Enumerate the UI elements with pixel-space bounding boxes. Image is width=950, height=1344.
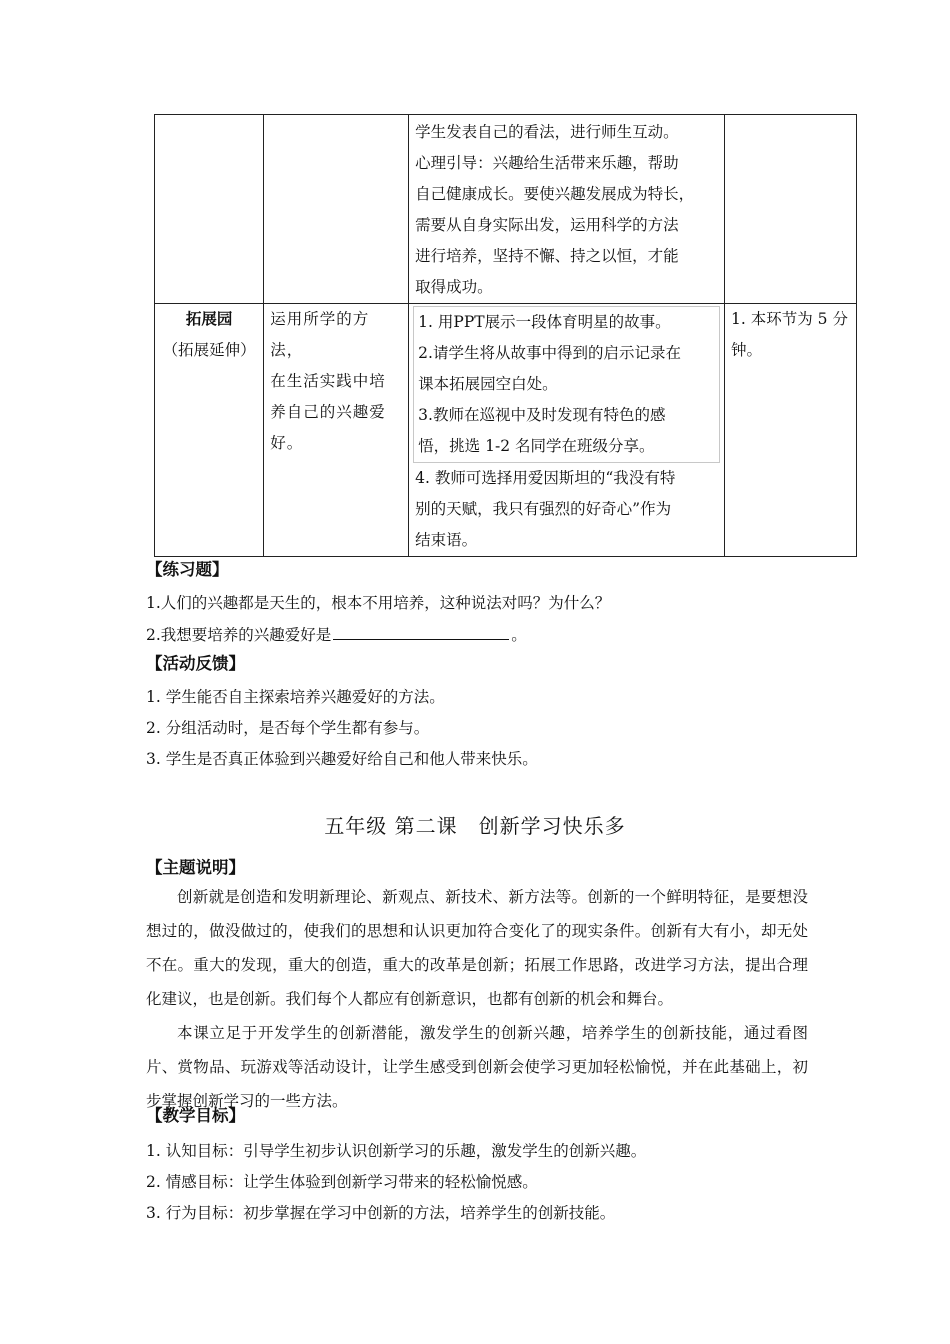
- exercises-heading: 【练习题】: [146, 560, 229, 579]
- activity-line: 3.教师在巡视中及时发现有特色的感: [418, 406, 666, 424]
- exercise-suffix: 。: [511, 626, 527, 644]
- note-line: 钟。: [731, 341, 763, 359]
- lesson-title: 五年级 第二课 创新学习快乐多: [324, 814, 626, 838]
- activity-line: 结束语。: [415, 531, 478, 549]
- stage-cell-empty: [155, 115, 264, 304]
- activity-line: 取得成功。: [415, 278, 493, 296]
- activity-textbox: [413, 306, 720, 463]
- table-row: [155, 115, 857, 304]
- lesson-plan-table: [154, 114, 857, 557]
- goals-heading: 【教学目标】: [146, 1106, 245, 1125]
- answer-blank[interactable]: [333, 622, 509, 640]
- stage-subtitle: （拓展延伸）: [162, 341, 256, 359]
- note-cell-empty: [725, 115, 857, 304]
- goal-line: 养自己的兴趣爱: [270, 403, 386, 421]
- table-row: [155, 304, 857, 557]
- activity-line: 别的天赋，我只有强烈的好奇心”作为: [415, 500, 672, 518]
- activity-line: 学生发表自己的看法，进行师生互动。: [415, 123, 679, 141]
- goal-cell-empty: [264, 115, 409, 304]
- stage-cell: [155, 304, 264, 557]
- theme-paragraph: 创新就是创造和发明新理论、新观点、新技术、新方法等。创新的一个鲜明特征，是要想没想过的，做没做过的，使我们的思想和认识更加符合变化了的现实条件。创新有大有小，却无处不在。重大的发现，重大的创造，重大的改革是创新；拓展工作思路，改进学习方法，提出合理化建议，也是创新。我们每个人都应有创新意识，也都有创新的机会和舞台。: [146, 888, 808, 1008]
- stage-name: 拓展园: [185, 310, 233, 328]
- exercise-question: 1.人们的兴趣都是天生的，根本不用培养，这种说法对吗？为什么？: [146, 594, 611, 612]
- goal-item: 1. 认知目标：引导学生初步认识创新学习的乐趣，激发学生的创新兴趣。: [146, 1142, 647, 1160]
- note-cell: [725, 304, 857, 557]
- goal-line: 运用所学的方法，: [270, 310, 370, 359]
- activity-line: 需要从自身实际出发，运用科学的方法: [415, 216, 679, 234]
- activity-line: 2.请学生将从故事中得到的启示记录在: [418, 344, 681, 362]
- feedback-item: 3. 学生是否真正体验到兴趣爱好给自己和他人带来快乐。: [146, 750, 538, 768]
- goal-item: 2. 情感目标：让学生体验到创新学习带来的轻松愉悦感。: [146, 1173, 538, 1191]
- theme-heading: 【主题说明】: [146, 858, 245, 877]
- theme-paragraph: 本课立足于开发学生的创新潜能，激发学生的创新兴趣，培养学生的创新技能，通过看图片、赏物品、玩游戏等活动设计，让学生感受到创新会使学习更加轻松愉悦，并在此基础上，初步掌握创新学习的一些方法。: [146, 1024, 808, 1110]
- exercise-question-fill: [146, 622, 527, 645]
- activity-cell: [409, 115, 725, 304]
- activity-line: 进行培养，坚持不懈、持之以恒，才能: [415, 247, 679, 265]
- activity-line: 4. 教师可选择用爱因斯坦的“我没有特: [415, 469, 676, 487]
- activity-line: 1. 用PPT展示一段体育明星的故事。: [418, 313, 671, 331]
- activity-cell: [409, 304, 725, 557]
- goal-line: 在生活实践中培: [270, 372, 386, 390]
- feedback-item: 1. 学生能否自主探索培养兴趣爱好的方法。: [146, 688, 445, 706]
- activity-line: 悟，挑选 1-2 名同学在班级分享。: [418, 437, 655, 455]
- goal-line: 好。: [270, 434, 304, 452]
- goal-cell: [264, 304, 409, 557]
- note-line: 1. 本环节为 5 分: [731, 310, 848, 328]
- activity-line: 心理引导：兴趣给生活带来乐趣，帮助: [415, 154, 679, 172]
- activity-line: 课本拓展园空白处。: [418, 375, 558, 393]
- feedback-item: 2. 分组活动时，是否每个学生都有参与。: [146, 719, 430, 737]
- exercise-prefix: 2.我想要培养的兴趣爱好是: [146, 626, 332, 644]
- goal-item: 3. 行为目标：初步掌握在学习中创新的方法，培养学生的创新技能。: [146, 1204, 616, 1222]
- activity-line: 自己健康成长。要使兴趣发展成为特长，: [415, 185, 695, 203]
- feedback-heading: 【活动反馈】: [146, 654, 245, 673]
